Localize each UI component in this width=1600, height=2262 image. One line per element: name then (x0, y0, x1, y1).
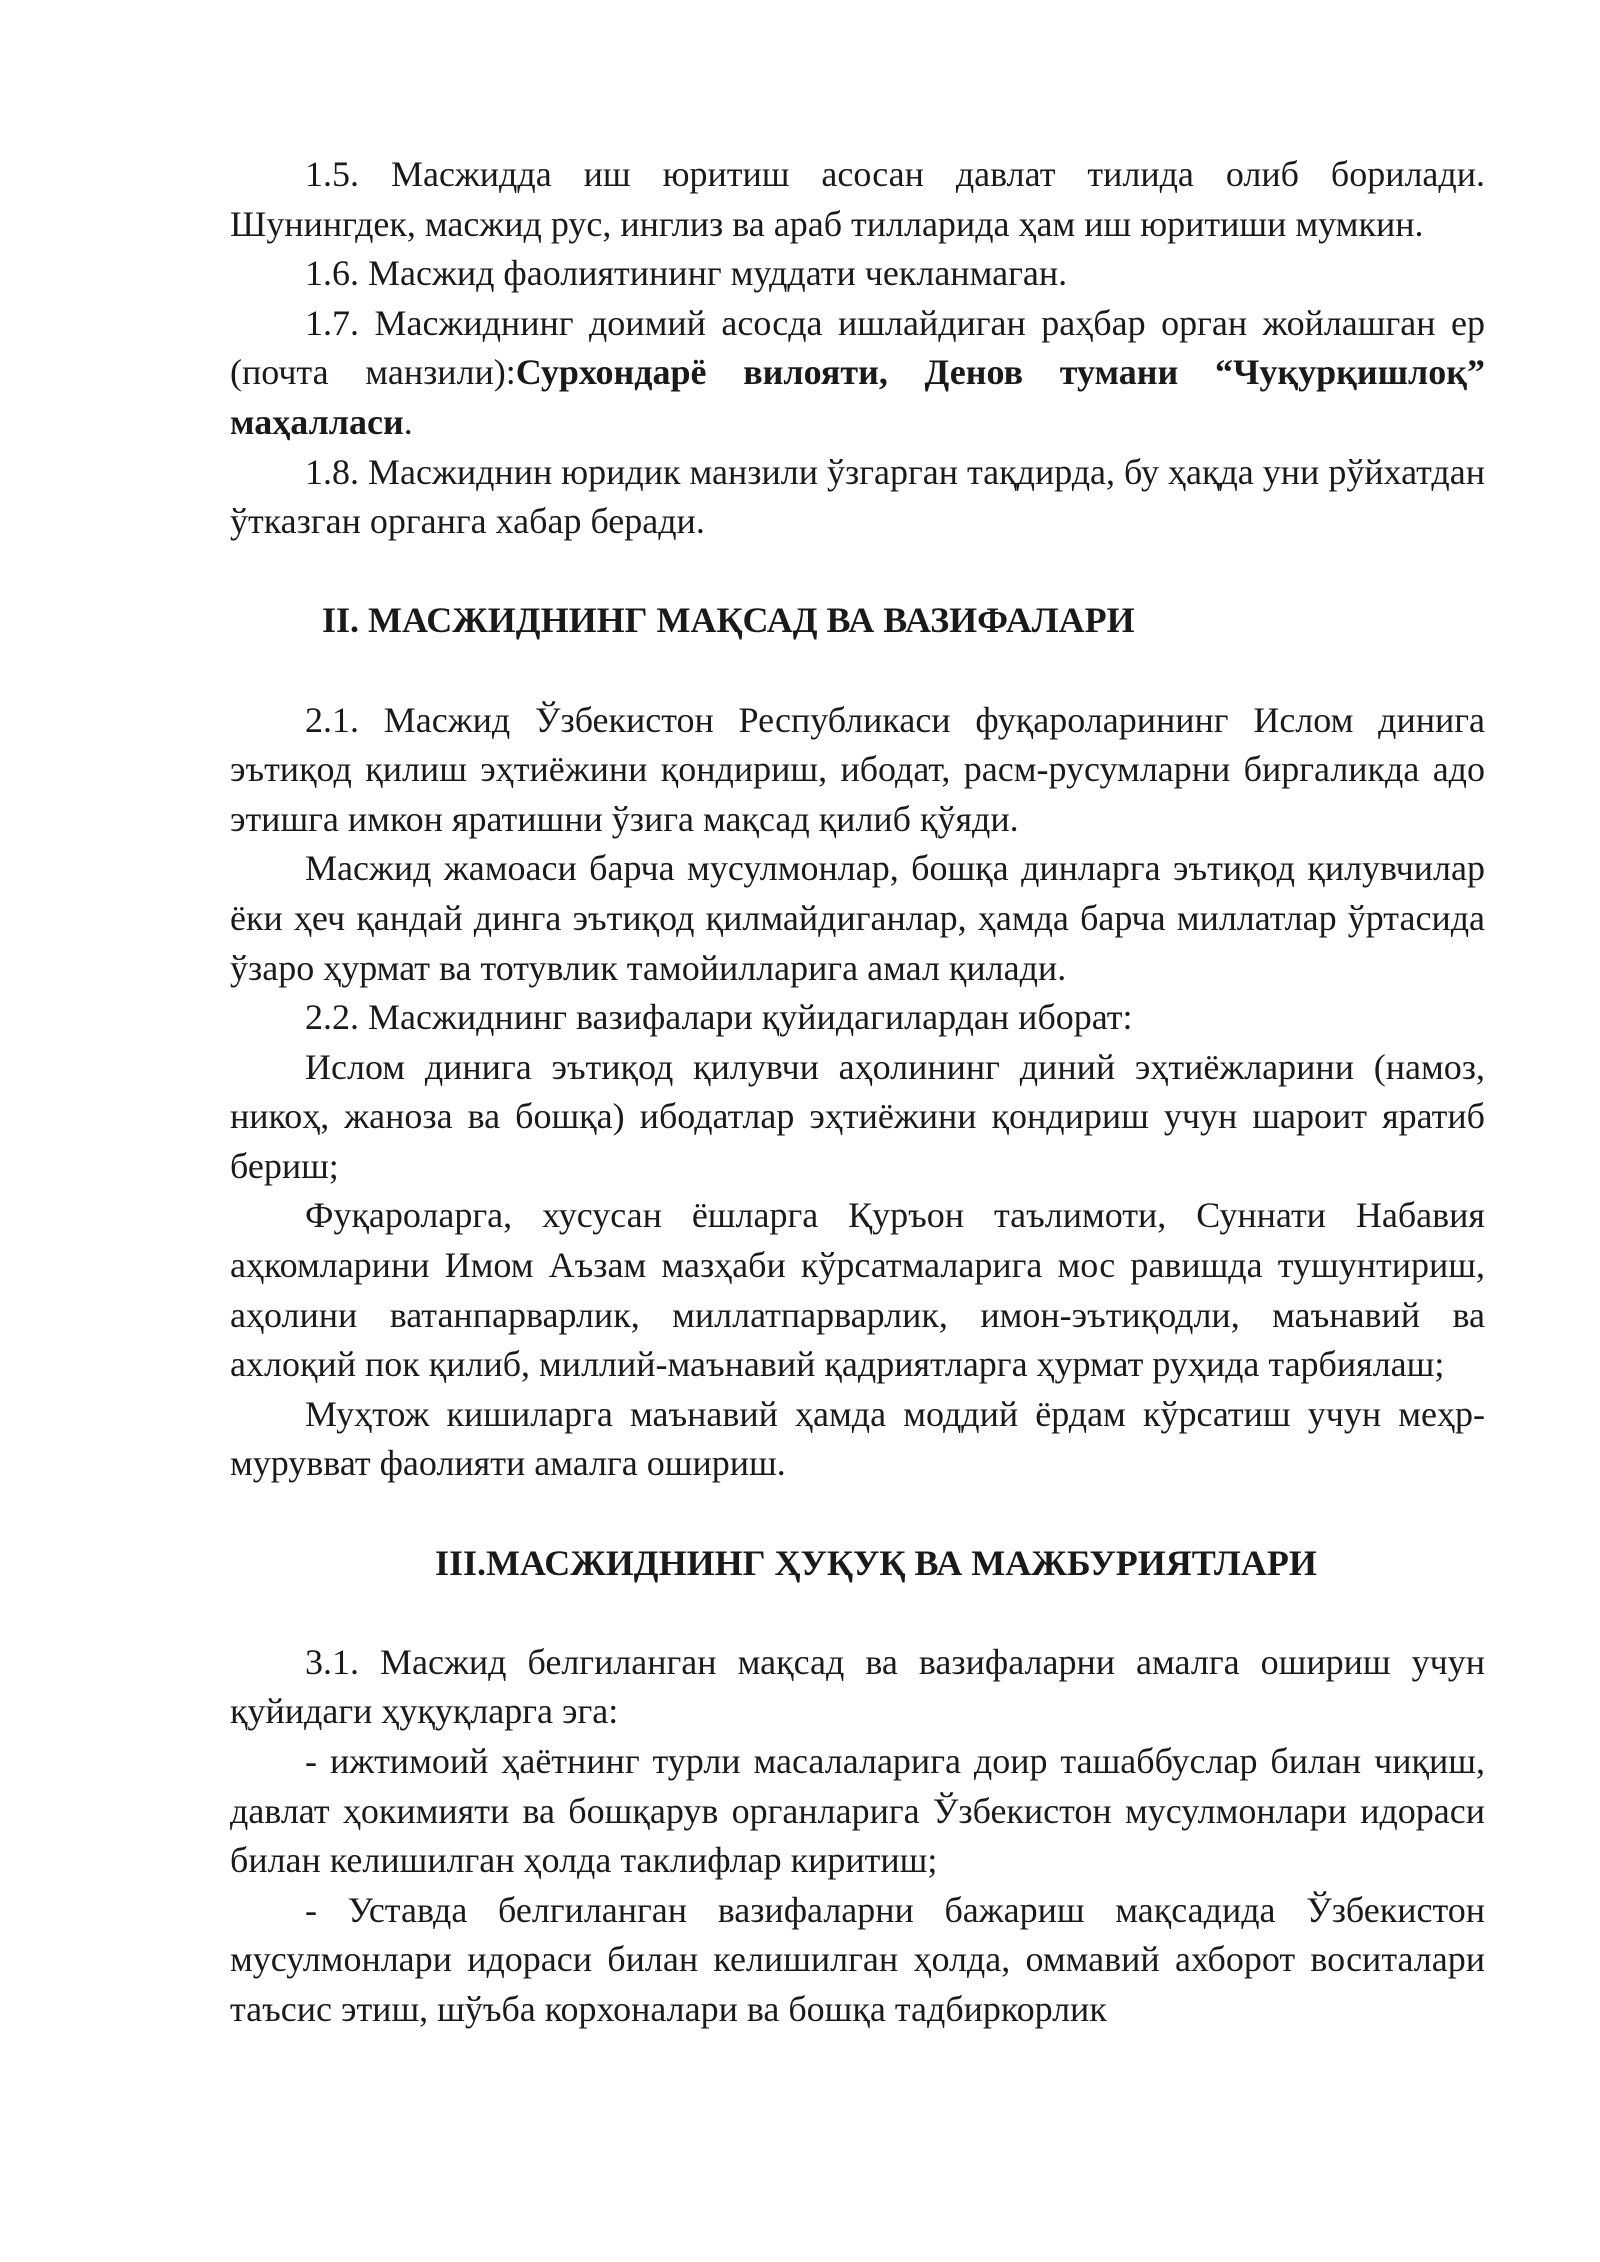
paragraph-1-7 (230, 299, 1485, 448)
paragraph-3-1-a: - ижтимоий ҳаётнинг турли масалаларига доир ташаббуслар билан чиқиш, давлат ҳокимияти ва бошқарув органларига Ўзбекистон мусулмонлари идораси билан келишилган ҳолда таклифлар киритиш; (230, 1741, 1485, 1881)
paragraph-2-2-a: Ислом динига эътиқод қилувчи аҳолининг диний эҳтиёжларини (намоз, никоҳ, жаноза ва бошқа) ибодатлар эҳтиёжини қондириш учун шароит яратиб бериш; (230, 1046, 1485, 1186)
paragraph-2-1-b: Масжид жамоаси барча мусулмонлар, бошқа динларга эътиқод қилувчилар ёки ҳеч қандай динга эътиқод қилмайдиганлар, ҳамда барча миллатлар ўртасида ўзаро ҳурмат ва тотувлик тамойилларига амал қилади. (230, 848, 1485, 988)
paragraph-1-7-text: 1.7. Масжиднинг доимий асосда ишлайдиган раҳбар орган жойлашган ер (почта манзили): (230, 302, 1485, 393)
paragraph-2-2: 2.2. Масжиднинг вазифалари қуйидагилардан иборат: (305, 997, 1133, 1038)
address-bold: Сурхондарё вилояти, Денов тумани “Чуқурқишлоқ” маҳалласи (230, 352, 1485, 442)
paragraph-3-1-b: - Уставда белгиланган вазифаларни бажариш мақсадида Ўзбекистон мусулмонлари идораси билан келишилган ҳолда, оммавий ахборот воситалари таъсис этиш, шўъба корхоналари ва бошқа тадбиркорлик (230, 1889, 1485, 2029)
paragraph-1-7-end: . (403, 401, 413, 442)
paragraph-3-1: 3.1. Масжид белгиланган мақсад ва вазифаларни амалга ошириш учун қуйидаги ҳуқуқларга эга: (230, 1641, 1485, 1732)
paragraph-2-2-b: Фуқароларга, хусусан ёшларга Қуръон таълимоти, Суннати Набавия аҳкомларини Имом Аъзам мазҳаби кўрсатмаларига мос равишда тушунтириш, аҳолини ватанпарварлик, миллатпарварлик, имон-эътиқодли, маънавий ва ахлоқий пок қилиб, миллий-маънавий қадриятларга ҳурмат руҳида тарбиялаш; (230, 1195, 1485, 1385)
paragraph-2-1: 2.1. Масжид Ўзбекистон Республикаси фуқароларининг Ислом динига эътиқод қилиш эҳтиёжини қондириш, ибодат, расм-русумларни биргаликда адо этишга имкон яратишни ўзига мақсад қилиб қўяди. (230, 699, 1485, 839)
paragraph-2-2-c: Муҳтож кишиларга маънавий ҳамда моддий ёрдам кўрсатиш учун меҳр-мурувват фаолияти амалга ошириш. (230, 1393, 1485, 1484)
paragraph-1-8: 1.8. Масжиднин юридик манзили ўзгарган тақдирда, бу ҳақда уни рўйхатдан ўтказган органга хабар беради. (230, 451, 1485, 542)
paragraph-1-6: 1.6. Масжид фаолиятининг муддати чекланмаган. (305, 253, 1068, 294)
section-2-heading: II. МАСЖИДНИНГ МАҚСАД ВА ВАЗИФАЛАРИ (322, 600, 1135, 641)
paragraph-1-5: 1.5. Масжидда иш юритиш асосан давлат тилида олиб борилади. Шунингдек, масжид рус, инглиз ва араб тилларида ҳам иш юритиши мумкин. (230, 154, 1485, 244)
document-page (230, 150, 1485, 2035)
section-3-heading: III.МАСЖИДНИНГ ҲУҚУҚ ВА МАЖБУРИЯТЛАРИ (435, 1542, 1317, 1583)
